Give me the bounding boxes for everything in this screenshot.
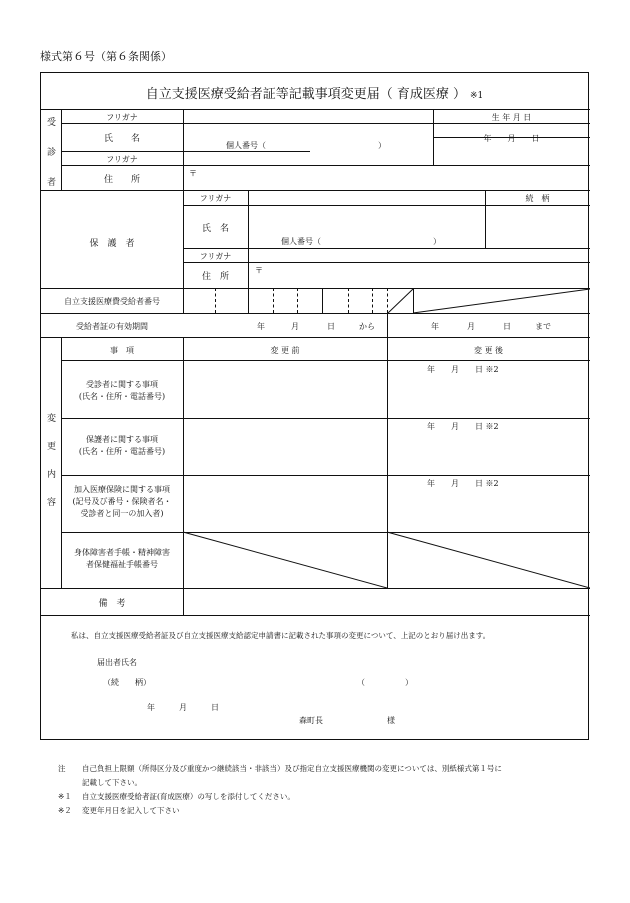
recipient-number-label: 自立支援医療費受給者番号: [64, 297, 160, 306]
validity-from-kara: から: [359, 322, 375, 331]
relation-paren: （ ）: [357, 678, 413, 687]
changes-section-char-2: 更: [47, 442, 57, 452]
note-2-text: 変更年月日を記入して下さい: [82, 806, 180, 815]
note-1-text: 自立支援医療受給者証(育成医療）の写しを添付してください。: [82, 792, 295, 801]
validity-to-day: 日: [503, 322, 511, 331]
note-2-label: ※２: [58, 806, 72, 815]
validity-label: 受給者証の有効期間: [76, 322, 148, 331]
guardian-name-label: 氏 名: [201, 224, 229, 234]
change-row-1-line1: 受診者に関する事項: [86, 380, 158, 389]
guardian-furigana-label-2: フリガナ: [199, 252, 232, 261]
patient-address-label: 住 所: [103, 175, 140, 185]
changes-section-char-4: 容: [47, 498, 57, 508]
validity-to-made: まで: [535, 322, 551, 331]
change-row-2-item: [61, 434, 183, 458]
note-line1: 自己負担上限額（所得区分及び重度かつ継続該当・非該当）及び指定自立支援医療機関の変更については、別紙様式第１号に: [82, 764, 502, 773]
change-row-1-line2: (氏名・住所・電話番号): [78, 392, 166, 401]
guardian-postal-mark: 〒: [255, 266, 263, 275]
validity-from-month: 月: [291, 322, 299, 331]
validity-to-month: 月: [467, 322, 475, 331]
form-number: 様式第６号（第６条関係）: [40, 50, 172, 63]
patient-furigana-label: フリガナ: [106, 113, 138, 122]
birth-date-value: 年 月 日: [483, 134, 540, 143]
guardian-section-label: 保 護 者: [89, 239, 135, 249]
guardian-furigana-label: フリガナ: [199, 194, 232, 203]
patient-postal-mark: 〒: [189, 169, 197, 178]
guardian-address-label: 住 所: [201, 272, 229, 282]
validity-to-year: 年: [431, 322, 439, 331]
change-row-3-line2: (記号及び番号・保険者名・: [72, 497, 172, 506]
col-before-header: 変 更 前: [270, 346, 300, 355]
note-1-label: ※１: [58, 792, 72, 801]
changes-section-char-1: 変: [47, 414, 57, 424]
change-row-1-item: [61, 379, 183, 403]
patient-section-char-3: 者: [47, 178, 57, 188]
change-notification-form: [40, 72, 589, 740]
note-line2: 記載して下さい。: [82, 778, 142, 787]
relation-label: （続 柄）: [103, 678, 151, 687]
remarks-label: 備 考: [98, 599, 126, 609]
change-row-3-line3: 受診者と同一の加入者): [80, 509, 164, 518]
patient-section-char-1: 受: [47, 118, 57, 128]
patient-furigana-label-2: フリガナ: [106, 155, 138, 164]
patient-name-label: 氏 名: [103, 134, 140, 144]
change-row-2-after-date: 年 月 日 ※2: [427, 422, 499, 431]
col-after-header: 変 更 後: [473, 346, 504, 355]
notifier-label: 届出者氏名: [97, 658, 137, 667]
birth-date-label: 生 年 月 日: [491, 113, 532, 122]
note-label: 注: [58, 764, 66, 773]
col-item-header: 事 項: [110, 346, 134, 355]
date-line: 年 月 日: [147, 703, 219, 712]
title-note: ※1: [469, 91, 484, 101]
declaration-text: 私は、自立支援医療受給者証及び自立支援医療支給認定申請書に記載された事項の変更について、上記のとおり届け出ます。: [71, 631, 491, 640]
changes-section-char-3: 内: [47, 470, 57, 480]
addressee: 森町長 様: [299, 716, 395, 725]
change-row-3-after-date: 年 月 日 ※2: [427, 479, 499, 488]
handbook-line1: 身体障害者手帳・精神障害: [74, 548, 170, 557]
patient-section-char-2: 診: [47, 148, 57, 158]
handbook-line2: 者保健福祉手帳番号: [86, 560, 158, 569]
change-row-3-item: [61, 484, 183, 520]
guardian-mynumber: 個人番号（ ）: [281, 237, 441, 246]
change-row-1-after-date: 年 月 日 ※2: [427, 365, 499, 374]
title-text: 自立支援医療受給者証等記載事項変更届（ 育成医療 ）: [145, 87, 466, 102]
change-row-2-line1: 保護者に関する事項: [86, 435, 158, 444]
guardian-relation-label: 続 柄: [525, 194, 550, 203]
patient-mynumber: 個人番号（ ）: [226, 141, 386, 150]
change-row-3-line1: 加入医療保険に関する事項: [74, 485, 170, 494]
handbook-item: [61, 547, 183, 571]
validity-from-day: 日: [327, 322, 335, 331]
change-row-2-line2: (氏名・住所・電話番号): [78, 447, 166, 456]
validity-from-year: 年: [257, 322, 265, 331]
